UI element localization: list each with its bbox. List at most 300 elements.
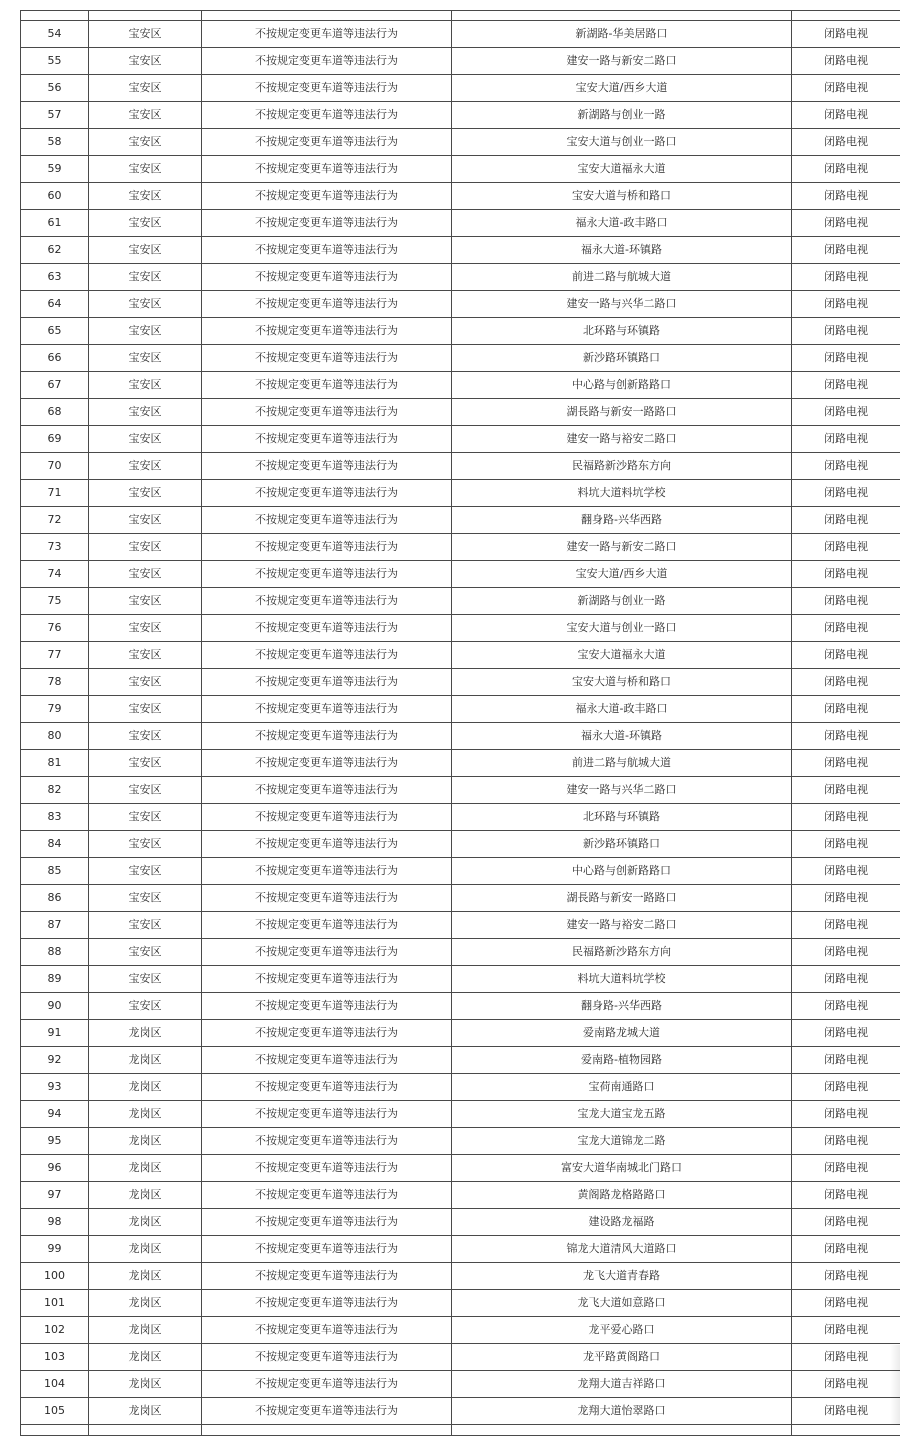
district-cell: 宝安区 xyxy=(89,129,202,156)
location-cell: 翻身路-兴华西路 xyxy=(452,507,792,534)
row-number-cell: 54 xyxy=(21,21,89,48)
location-cell: 富安大道华南城北门路口 xyxy=(452,1155,792,1182)
location-cell: 宝安大道/西乡大道 xyxy=(452,561,792,588)
location-cell: 民福路新沙路东方向 xyxy=(452,939,792,966)
location-cell: 黄阁路龙格路路口 xyxy=(452,1182,792,1209)
table-row xyxy=(21,21,900,48)
row-number-cell: 89 xyxy=(21,966,89,993)
capture-method-cell: 闭路电视 xyxy=(792,966,900,993)
location-cell: 料坑大道料坑学校 xyxy=(452,966,792,993)
location-cell: 龙飞大道如意路口 xyxy=(452,1290,792,1317)
violation-type-cell: 不按规定变更车道等违法行为 xyxy=(202,939,452,966)
capture-method-cell: 闭路电视 xyxy=(792,1371,900,1398)
table-row xyxy=(21,993,900,1020)
row-number-cell: 56 xyxy=(21,75,89,102)
capture-method-cell: 闭路电视 xyxy=(792,1020,900,1047)
location-cell: 湖長路与新安一路路口 xyxy=(452,399,792,426)
violation-type-cell: 不按规定变更车道等违法行为 xyxy=(202,831,452,858)
location-cell: 宝龙大道宝龙五路 xyxy=(452,1101,792,1128)
table-row xyxy=(21,561,900,588)
table-row xyxy=(21,1074,900,1101)
district-cell: 宝安区 xyxy=(89,588,202,615)
row-number-cell: 71 xyxy=(21,480,89,507)
capture-method-cell: 闭路电视 xyxy=(792,831,900,858)
row-number-cell: 59 xyxy=(21,156,89,183)
capture-method-cell: 闭路电视 xyxy=(792,615,900,642)
table-row xyxy=(21,1344,900,1371)
capture-method-cell: 闭路电视 xyxy=(792,777,900,804)
district-cell: 宝安区 xyxy=(89,912,202,939)
table-row xyxy=(21,642,900,669)
cell-empty xyxy=(202,1425,452,1436)
district-cell: 宝安区 xyxy=(89,723,202,750)
district-cell: 宝安区 xyxy=(89,615,202,642)
capture-method-cell: 闭路电视 xyxy=(792,237,900,264)
capture-method-cell: 闭路电视 xyxy=(792,939,900,966)
violation-type-cell: 不按规定变更车道等违法行为 xyxy=(202,993,452,1020)
capture-method-cell: 闭路电视 xyxy=(792,696,900,723)
violation-type-cell: 不按规定变更车道等违法行为 xyxy=(202,1398,452,1425)
table-row xyxy=(21,156,900,183)
row-number-cell: 70 xyxy=(21,453,89,480)
table-row xyxy=(21,1020,900,1047)
table-row xyxy=(21,426,900,453)
row-number-cell: 85 xyxy=(21,858,89,885)
location-cell: 湖長路与新安一路路口 xyxy=(452,885,792,912)
district-cell: 宝安区 xyxy=(89,669,202,696)
row-number-cell: 77 xyxy=(21,642,89,669)
district-cell: 宝安区 xyxy=(89,264,202,291)
table-row xyxy=(21,777,900,804)
violation-type-cell: 不按规定变更车道等违法行为 xyxy=(202,966,452,993)
table-row xyxy=(21,75,900,102)
location-cell: 建安一路与新安二路口 xyxy=(452,534,792,561)
row-number-cell: 65 xyxy=(21,318,89,345)
district-cell: 宝安区 xyxy=(89,75,202,102)
row-number-cell: 92 xyxy=(21,1047,89,1074)
table-row xyxy=(21,1317,900,1344)
district-cell: 宝安区 xyxy=(89,561,202,588)
row-number-cell: 91 xyxy=(21,1020,89,1047)
violation-type-cell: 不按规定变更车道等违法行为 xyxy=(202,102,452,129)
table-row xyxy=(21,480,900,507)
table-row xyxy=(21,183,900,210)
violation-type-cell: 不按规定变更车道等违法行为 xyxy=(202,777,452,804)
capture-method-cell: 闭路电视 xyxy=(792,129,900,156)
table-row xyxy=(21,804,900,831)
row-number-cell: 74 xyxy=(21,561,89,588)
table-row-partial-top xyxy=(21,11,900,21)
capture-method-cell: 闭路电视 xyxy=(792,561,900,588)
row-number-cell: 97 xyxy=(21,1182,89,1209)
district-cell: 龙岗区 xyxy=(89,1398,202,1425)
capture-method-cell: 闭路电视 xyxy=(792,372,900,399)
table-row xyxy=(21,102,900,129)
violation-type-cell: 不按规定变更车道等违法行为 xyxy=(202,1047,452,1074)
district-cell: 宝安区 xyxy=(89,831,202,858)
violation-type-cell: 不按规定变更车道等违法行为 xyxy=(202,561,452,588)
violation-type-cell: 不按规定变更车道等违法行为 xyxy=(202,1263,452,1290)
location-cell: 新湖路-华美居路口 xyxy=(452,21,792,48)
capture-method-cell: 闭路电视 xyxy=(792,318,900,345)
location-cell: 翻身路-兴华西路 xyxy=(452,993,792,1020)
violation-type-cell: 不按规定变更车道等违法行为 xyxy=(202,1371,452,1398)
capture-method-cell: 闭路电视 xyxy=(792,534,900,561)
table-row xyxy=(21,966,900,993)
capture-method-cell: 闭路电视 xyxy=(792,588,900,615)
row-number-cell: 73 xyxy=(21,534,89,561)
district-cell: 龙岗区 xyxy=(89,1047,202,1074)
location-cell: 锦龙大道清风大道路口 xyxy=(452,1236,792,1263)
capture-method-cell: 闭路电视 xyxy=(792,993,900,1020)
row-number-cell: 67 xyxy=(21,372,89,399)
row-number-cell: 93 xyxy=(21,1074,89,1101)
location-cell: 龙翔大道怡翠路口 xyxy=(452,1398,792,1425)
violation-type-cell: 不按规定变更车道等违法行为 xyxy=(202,21,452,48)
row-number-cell: 90 xyxy=(21,993,89,1020)
capture-method-cell: 闭路电视 xyxy=(792,291,900,318)
violation-type-cell: 不按规定变更车道等违法行为 xyxy=(202,669,452,696)
cell-empty xyxy=(89,1425,202,1436)
district-cell: 宝安区 xyxy=(89,885,202,912)
row-number-cell: 66 xyxy=(21,345,89,372)
table-row xyxy=(21,831,900,858)
district-cell: 龙岗区 xyxy=(89,1263,202,1290)
table-row xyxy=(21,1155,900,1182)
capture-method-cell: 闭路电视 xyxy=(792,1128,900,1155)
row-number-cell: 95 xyxy=(21,1128,89,1155)
table-row xyxy=(21,588,900,615)
location-cell: 爱南路龙城大道 xyxy=(452,1020,792,1047)
district-cell: 宝安区 xyxy=(89,399,202,426)
violation-type-cell: 不按规定变更车道等违法行为 xyxy=(202,750,452,777)
location-cell: 龙翔大道吉祥路口 xyxy=(452,1371,792,1398)
location-cell: 宝荷南通路口 xyxy=(452,1074,792,1101)
violation-type-cell: 不按规定变更车道等违法行为 xyxy=(202,696,452,723)
table-row xyxy=(21,291,900,318)
violation-type-cell: 不按规定变更车道等违法行为 xyxy=(202,723,452,750)
district-cell: 宝安区 xyxy=(89,966,202,993)
location-cell: 宝安大道与创业一路口 xyxy=(452,615,792,642)
table-row xyxy=(21,534,900,561)
capture-method-cell: 闭路电视 xyxy=(792,1317,900,1344)
row-number-cell: 72 xyxy=(21,507,89,534)
capture-method-cell: 闭路电视 xyxy=(792,750,900,777)
district-cell: 宝安区 xyxy=(89,426,202,453)
capture-method-cell: 闭路电视 xyxy=(792,426,900,453)
violation-type-cell: 不按规定变更车道等违法行为 xyxy=(202,804,452,831)
row-number-cell: 98 xyxy=(21,1209,89,1236)
capture-method-cell: 闭路电视 xyxy=(792,1101,900,1128)
table-row xyxy=(21,345,900,372)
row-number-cell: 82 xyxy=(21,777,89,804)
location-cell: 新湖路与创业一路 xyxy=(452,102,792,129)
violation-records-table xyxy=(20,10,900,1436)
district-cell: 龙岗区 xyxy=(89,1317,202,1344)
location-cell: 宝安大道与桥和路口 xyxy=(452,669,792,696)
district-cell: 宝安区 xyxy=(89,858,202,885)
capture-method-cell: 闭路电视 xyxy=(792,1263,900,1290)
location-cell: 料坑大道料坑学校 xyxy=(452,480,792,507)
location-cell: 前进二路与航城大道 xyxy=(452,264,792,291)
table-row xyxy=(21,1398,900,1425)
row-number-cell: 79 xyxy=(21,696,89,723)
table-row xyxy=(21,237,900,264)
violation-type-cell: 不按规定变更车道等违法行为 xyxy=(202,129,452,156)
row-number-cell: 87 xyxy=(21,912,89,939)
district-cell: 宝安区 xyxy=(89,210,202,237)
location-cell: 宝安大道/西乡大道 xyxy=(452,75,792,102)
table-body xyxy=(21,11,900,1436)
capture-method-cell: 闭路电视 xyxy=(792,210,900,237)
district-cell: 宝安区 xyxy=(89,507,202,534)
district-cell: 龙岗区 xyxy=(89,1155,202,1182)
table-row xyxy=(21,507,900,534)
violation-type-cell: 不按规定变更车道等违法行为 xyxy=(202,399,452,426)
table-row xyxy=(21,1263,900,1290)
table-row xyxy=(21,318,900,345)
district-cell: 宝安区 xyxy=(89,750,202,777)
row-number-cell: 57 xyxy=(21,102,89,129)
table-row xyxy=(21,885,900,912)
district-cell: 龙岗区 xyxy=(89,1128,202,1155)
row-number-cell: 100 xyxy=(21,1263,89,1290)
table-row xyxy=(21,1101,900,1128)
capture-method-cell: 闭路电视 xyxy=(792,1209,900,1236)
district-cell: 龙岗区 xyxy=(89,1101,202,1128)
violation-type-cell: 不按规定变更车道等违法行为 xyxy=(202,615,452,642)
capture-method-cell: 闭路电视 xyxy=(792,723,900,750)
violation-type-cell: 不按规定变更车道等违法行为 xyxy=(202,48,452,75)
violation-type-cell: 不按规定变更车道等违法行为 xyxy=(202,453,452,480)
table-row xyxy=(21,696,900,723)
capture-method-cell: 闭路电视 xyxy=(792,1398,900,1425)
table-row xyxy=(21,399,900,426)
row-number-cell: 86 xyxy=(21,885,89,912)
location-cell: 建设路龙福路 xyxy=(452,1209,792,1236)
violation-type-cell: 不按规定变更车道等违法行为 xyxy=(202,1101,452,1128)
capture-method-cell: 闭路电视 xyxy=(792,858,900,885)
violation-type-cell: 不按规定变更车道等违法行为 xyxy=(202,1128,452,1155)
row-number-cell: 60 xyxy=(21,183,89,210)
violation-type-cell: 不按规定变更车道等违法行为 xyxy=(202,318,452,345)
table-row xyxy=(21,48,900,75)
location-cell: 新沙路环镇路口 xyxy=(452,831,792,858)
table-row xyxy=(21,1128,900,1155)
table-row-partial-bottom xyxy=(21,1425,900,1436)
capture-method-cell: 闭路电视 xyxy=(792,480,900,507)
table-row xyxy=(21,1182,900,1209)
capture-method-cell: 闭路电视 xyxy=(792,156,900,183)
violation-type-cell: 不按规定变更车道等违法行为 xyxy=(202,858,452,885)
row-number-cell: 83 xyxy=(21,804,89,831)
location-cell: 前进二路与航城大道 xyxy=(452,750,792,777)
violation-type-cell: 不按规定变更车道等违法行为 xyxy=(202,1344,452,1371)
capture-method-cell: 闭路电视 xyxy=(792,912,900,939)
table-row xyxy=(21,858,900,885)
row-number-cell: 58 xyxy=(21,129,89,156)
location-cell: 中心路与创新路路口 xyxy=(452,858,792,885)
row-number-cell: 76 xyxy=(21,615,89,642)
district-cell: 龙岗区 xyxy=(89,1236,202,1263)
capture-method-cell: 闭路电视 xyxy=(792,804,900,831)
row-number-cell: 103 xyxy=(21,1344,89,1371)
table-row xyxy=(21,912,900,939)
violation-type-cell: 不按规定变更车道等违法行为 xyxy=(202,480,452,507)
district-cell: 龙岗区 xyxy=(89,1371,202,1398)
violation-type-cell: 不按规定变更车道等违法行为 xyxy=(202,1155,452,1182)
district-cell: 宝安区 xyxy=(89,318,202,345)
row-number-cell: 96 xyxy=(21,1155,89,1182)
district-cell: 龙岗区 xyxy=(89,1209,202,1236)
violation-type-cell: 不按规定变更车道等违法行为 xyxy=(202,372,452,399)
violation-type-cell: 不按规定变更车道等违法行为 xyxy=(202,426,452,453)
capture-method-cell: 闭路电视 xyxy=(792,102,900,129)
district-cell: 宝安区 xyxy=(89,453,202,480)
violation-type-cell: 不按规定变更车道等违法行为 xyxy=(202,345,452,372)
row-number-cell: 63 xyxy=(21,264,89,291)
location-cell: 建安一路与兴华二路口 xyxy=(452,291,792,318)
table-row xyxy=(21,723,900,750)
violation-type-cell: 不按规定变更车道等违法行为 xyxy=(202,534,452,561)
location-cell: 北环路与环镇路 xyxy=(452,318,792,345)
district-cell: 龙岗区 xyxy=(89,1182,202,1209)
table-row xyxy=(21,1290,900,1317)
district-cell: 龙岗区 xyxy=(89,1020,202,1047)
capture-method-cell: 闭路电视 xyxy=(792,1047,900,1074)
district-cell: 宝安区 xyxy=(89,156,202,183)
table-row xyxy=(21,1371,900,1398)
cell-empty xyxy=(89,11,202,21)
row-number-cell: 84 xyxy=(21,831,89,858)
table-row xyxy=(21,1209,900,1236)
violation-type-cell: 不按规定变更车道等违法行为 xyxy=(202,291,452,318)
district-cell: 宝安区 xyxy=(89,102,202,129)
violation-type-cell: 不按规定变更车道等违法行为 xyxy=(202,507,452,534)
violation-type-cell: 不按规定变更车道等违法行为 xyxy=(202,156,452,183)
location-cell: 福永大道-环镇路 xyxy=(452,723,792,750)
table-row xyxy=(21,1047,900,1074)
violation-type-cell: 不按规定变更车道等违法行为 xyxy=(202,1236,452,1263)
location-cell: 新沙路环镇路口 xyxy=(452,345,792,372)
table-row xyxy=(21,264,900,291)
row-number-cell: 88 xyxy=(21,939,89,966)
row-number-cell: 101 xyxy=(21,1290,89,1317)
table-row xyxy=(21,129,900,156)
district-cell: 宝安区 xyxy=(89,291,202,318)
table-row xyxy=(21,615,900,642)
violation-type-cell: 不按规定变更车道等违法行为 xyxy=(202,1074,452,1101)
row-number-cell: 78 xyxy=(21,669,89,696)
location-cell: 爱南路-植物园路 xyxy=(452,1047,792,1074)
district-cell: 龙岗区 xyxy=(89,1290,202,1317)
row-number-cell: 68 xyxy=(21,399,89,426)
row-number-cell: 61 xyxy=(21,210,89,237)
capture-method-cell: 闭路电视 xyxy=(792,399,900,426)
capture-method-cell: 闭路电视 xyxy=(792,1236,900,1263)
capture-method-cell: 闭路电视 xyxy=(792,1074,900,1101)
district-cell: 宝安区 xyxy=(89,237,202,264)
location-cell: 建安一路与兴华二路口 xyxy=(452,777,792,804)
district-cell: 宝安区 xyxy=(89,48,202,75)
location-cell: 龙飞大道青春路 xyxy=(452,1263,792,1290)
table-row xyxy=(21,372,900,399)
district-cell: 宝安区 xyxy=(89,534,202,561)
table-row xyxy=(21,750,900,777)
row-number-cell: 62 xyxy=(21,237,89,264)
location-cell: 福永大道-政丰路口 xyxy=(452,210,792,237)
capture-method-cell: 闭路电视 xyxy=(792,453,900,480)
capture-method-cell: 闭路电视 xyxy=(792,1182,900,1209)
location-cell: 龙平爱心路口 xyxy=(452,1317,792,1344)
violation-type-cell: 不按规定变更车道等违法行为 xyxy=(202,1182,452,1209)
violation-type-cell: 不按规定变更车道等违法行为 xyxy=(202,1290,452,1317)
district-cell: 宝安区 xyxy=(89,804,202,831)
violation-type-cell: 不按规定变更车道等违法行为 xyxy=(202,588,452,615)
cell-empty xyxy=(792,11,900,21)
location-cell: 中心路与创新路路口 xyxy=(452,372,792,399)
violation-type-cell: 不按规定变更车道等违法行为 xyxy=(202,1020,452,1047)
violation-type-cell: 不按规定变更车道等违法行为 xyxy=(202,642,452,669)
location-cell: 宝安大道福永大道 xyxy=(452,642,792,669)
district-cell: 宝安区 xyxy=(89,993,202,1020)
district-cell: 宝安区 xyxy=(89,372,202,399)
violation-type-cell: 不按规定变更车道等违法行为 xyxy=(202,183,452,210)
capture-method-cell: 闭路电视 xyxy=(792,75,900,102)
location-cell: 民福路新沙路东方向 xyxy=(452,453,792,480)
cell-empty xyxy=(452,11,792,21)
violation-type-cell: 不按规定变更车道等违法行为 xyxy=(202,237,452,264)
location-cell: 建安一路与裕安二路口 xyxy=(452,426,792,453)
row-number-cell: 104 xyxy=(21,1371,89,1398)
row-number-cell: 94 xyxy=(21,1101,89,1128)
row-number-cell: 55 xyxy=(21,48,89,75)
capture-method-cell: 闭路电视 xyxy=(792,1344,900,1371)
district-cell: 宝安区 xyxy=(89,696,202,723)
violation-type-cell: 不按规定变更车道等违法行为 xyxy=(202,885,452,912)
location-cell: 建安一路与新安二路口 xyxy=(452,48,792,75)
row-number-cell: 69 xyxy=(21,426,89,453)
location-cell: 宝安大道与创业一路口 xyxy=(452,129,792,156)
capture-method-cell: 闭路电视 xyxy=(792,48,900,75)
location-cell: 北环路与环镇路 xyxy=(452,804,792,831)
table-row xyxy=(21,210,900,237)
row-number-cell: 80 xyxy=(21,723,89,750)
capture-method-cell: 闭路电视 xyxy=(792,1290,900,1317)
violation-type-cell: 不按规定变更车道等违法行为 xyxy=(202,912,452,939)
table-row xyxy=(21,939,900,966)
capture-method-cell: 闭路电视 xyxy=(792,264,900,291)
capture-method-cell: 闭路电视 xyxy=(792,507,900,534)
location-cell: 福永大道-环镇路 xyxy=(452,237,792,264)
cell-empty xyxy=(452,1425,792,1436)
page-edge-shadow xyxy=(890,1345,900,1425)
location-cell: 宝安大道与桥和路口 xyxy=(452,183,792,210)
violation-type-cell: 不按规定变更车道等违法行为 xyxy=(202,1209,452,1236)
location-cell: 福永大道-政丰路口 xyxy=(452,696,792,723)
location-cell: 龙平路黄阁路口 xyxy=(452,1344,792,1371)
violation-type-cell: 不按规定变更车道等违法行为 xyxy=(202,75,452,102)
location-cell: 建安一路与裕安二路口 xyxy=(452,912,792,939)
cell-empty xyxy=(792,1425,900,1436)
row-number-cell: 75 xyxy=(21,588,89,615)
district-cell: 宝安区 xyxy=(89,480,202,507)
district-cell: 宝安区 xyxy=(89,939,202,966)
cell-empty xyxy=(202,11,452,21)
row-number-cell: 64 xyxy=(21,291,89,318)
table-row xyxy=(21,453,900,480)
district-cell: 龙岗区 xyxy=(89,1344,202,1371)
